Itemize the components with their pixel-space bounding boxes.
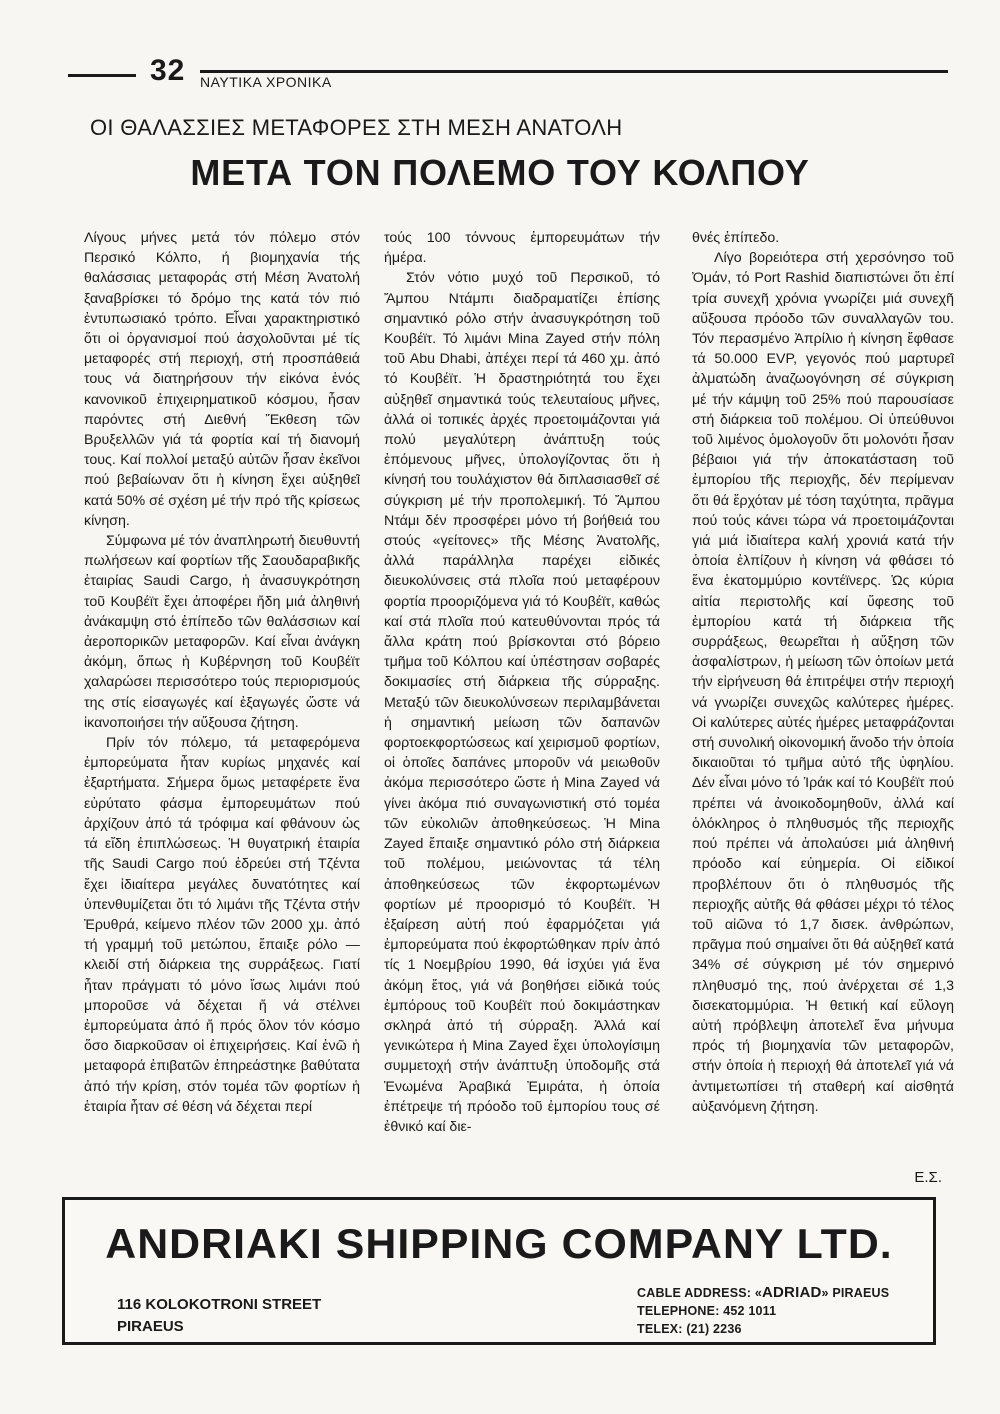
paragraph: τούς 100 τόννους ἐμπορευμάτων τήν ἡμέρα. (384, 230, 660, 267)
ad-cable-name: ADRIAD (761, 1284, 822, 1301)
advertisement-box (62, 1197, 936, 1345)
ad-cable-address (637, 1284, 889, 1302)
paragraph: Λίγο βορειότερα στή χερσόνησο τοῦ Ὀμάν, τό Port Rashid διαπιστώνει ὅτι ἐπί τρία συνεχῆ χρόνια γνωρίζει μιά συνεχῆ αὔξουσα πρόοδο τῶν συναλλαγῶν του. Τόν περασμένο Ἀπρίλιο ἡ κίνηση ἔφθασε τά 50.000 EVP, γεγονός πού μαρτυρεῖ ἀλματώδη ἀναζωογόνηση σέ σύγκριση μέ τήν κάμψη τοῦ 25% πού παρουσίασε στή διάρκεια τοῦ πολέμου. Οἱ ὑπεύθυνοι τοῦ λιμένος ὁμολογοῦν ὅτι μολονότι ἦσαν βέβαιοι γιά τήν ἀποκατάσταση τοῦ ἐμπορίου τῆς περιοχῆς, δέν περίμεναν ὅτι θά ἔρχόταν μέ τόση ταχύτητα, πρᾶγμα πού τούς κάνει τώρα νά προετοιμάζονται γιά μιά ἰδιαίτερα καλή χρονιά κατά τήν ὁποία ἐλπίζουν ἡ κίνηση νά φθάσει τό ἕνα ἑκατομμύριο κοντέϊνερς. Ὡς κύρια αἰτία περιστολῆς καί ὕφεσης τοῦ ἐμπορίου κατά τή διάρκεια τῆς συρράξεως, θεωρεῖται ἡ αὔξηση τῶν ἀσφαλίστρων, ἡ μείωση τῶν ὁποίων μετά τήν εἰρήνευση θά ἐπιτρέψει στήν περιοχή νά γνωρίζει συνεχῶς καλύτερες ἡμέρες. Οἱ καλύτερες αὐτές ἡμέρες μεταφράζονται στή συνολική οἰκονομική ἄνοδο τήν ὁποία δικαιοῦται τό τμῆμα αὐτό τῆς ὑφηλίου. Δέν εἶναι μόνο τό Ἰράκ καί τό Κουβέϊτ πού πρέπει νά ἀνοικοδομηθοῦν, ἀλλά καί ὁλόκληρος ὁ πληθυσμός τῆς περιοχῆς πού πρέπει νά ἀπολαύσει μιά ἀληθινή πρόοδο καί εὐημερία. Οἱ εἰδικοί προβλέπουν ὅτι ὁ πληθυσμός τῆς περιοχῆς αὐτῆς θά φθάσει μέχρι τό τέλος τοῦ αἰῶνα τό 1,7 δισεκ. ἀνθρώπων, πρᾶγμα πού σημαίνει ὅτι θά αὐξηθεῖ κατά 34% σέ σύγκριση μέ τόν σημερινό πληθυσμό της, πού ἀνέρχεται σέ 1,3 δισεκατομμύρια. Ἡ θετική καί εὔλογη αὐτή πρόβλεψη ἀποτελεῖ ἕνα μήνυμα πρός τή βιομηχανία τῶν μεταφορῶν, στήν ὁποία ἡ περιοχή θά ἀποτελεῖ γιά νά ἀντιμετωπίσει τή σταθερή καί αἰσθητά αὐξανόμενη ζήτηση. (692, 250, 954, 1115)
header-rule-left (68, 74, 136, 77)
page-header (68, 56, 948, 96)
page-number: 32 (150, 54, 186, 87)
article-column-2 (384, 228, 660, 1188)
article-column-1 (84, 228, 360, 1188)
article-column-3 (692, 228, 954, 1188)
paragraph: Στόν νότιο μυχό τοῦ Περσικοῦ, τό Ἄμπου Ντάμπι διαδραματίζει ἐπίσης σημαντικό ρόλο στήν ἀνασυγκρότηση τοῦ Κουβέϊτ. Τό λιμάνι Mina Zayed στήν πόλη τοῦ Abu Dhabi, ἀπέχει περί τά 460 χμ. ἀπό τό Κουβέϊτ. Ἡ δραστηριότητά του ἔχει αὐξηθεῖ σημαντικά τούς τελευταίους μῆνες, ἀλλά οἱ τοπικές ἀρχές προετοιμάζονται γιά πολύ μεγαλύτερη ἀνάπτυξη τούς ἐπόμενους μῆνες, ὑπολογίζοντας ὅτι ἡ κίνησή του τουλάχιστον θά διπλασιασθεῖ σέ σύγκριση μέ τήν προπολεμική. Τό Ἄμπου Ντάμι δέν προσφέρει μόνο τή βοήθειά του στούς «γείτονες» τῆς Μέσης Ἀνατολῆς, ἀλλά παράλληλα παρέχει εἰδικές διευκολύνσεις στά πλοῖα πού μεταφέρουν φορτία προοριζόμενα γιά τό Κουβέϊτ, καθώς καί στά πλοῖα πού κατευθύνονται πρός τά ἄλλα κράτη πού βρίσκονται στό βόρειο τμῆμα τοῦ Κόλπου καί ὑπέστησαν σοβαρές δοκιμασίες στή διάρκεια τῆς σύρραξης. Μεταξύ τῶν διευκολύνσεων περιλαμβάνεται ἡ σημαντική μείωση τῶν δαπανῶν φορτοεκφορτώσεως καί χειρισμοῦ φορτίων, οἱ ὁποῖες δαπάνες μποροῦν νά μειωθοῦν ἀκόμα περισσότερο ὥστε ἡ Mina Zayed νά γίνει ἀκόμα πιό συναγωνιστική στό τομέα τῶν εὐκολιῶν ἀποθηκεύσεως. Ἡ Mina Zayed ἔπαιξε σημαντικό ρόλο στή διάρκεια τοῦ πολέμου, μειώνοντας τά τέλη ἀποθηκεύσεως τῶν ἐκφορτωμένων φορτίων μέ προορισμό τό Κουβέϊτ. Ἡ ἐξαίρεση αὐτή πού ἐφαρμόζεται γιά ἐμπορεύματα πού ἐκφορτώθηκαν πρίν ἀπό τίς 1 Νοεμβρίου 1990, θά ἰσχύει γιά ἕνα ἀκόμη ἔτος, γιά νά βοηθήσει εἰδικά τούς ἐμπόρους τοῦ Κουβέϊτ πού δοκιμάστηκαν σκληρά ἀπό τή σύρραξη. Ἀλλά καί γενικώτερα ἡ Mina Zayed ἔχει ὑπολογίσιμη συμμετοχή στήν ἀνάπτυξη ὑποδομῆς στά Ἑνωμένα Ἀραβικά Ἐμιράτα, ἡ ὁποία ἐπέτρεψε τή πρόοδο τοῦ ἐμπορίου τους σέ ἐθνικό καί διε- (384, 270, 660, 1135)
ad-contact (637, 1284, 889, 1338)
ad-cable-suffix: » PIRAEUS (821, 1286, 890, 1300)
article-title: ΜΕΤΑ ΤΟΝ ΠΟΛΕΜΟ ΤΟΥ ΚΟΛΠΟΥ (190, 152, 810, 193)
ad-address (117, 1294, 321, 1338)
ad-city: PIRAEUS (117, 1318, 184, 1335)
ad-telephone: TELEPHONE: 452 1011 (637, 1304, 777, 1318)
paragraph: Σύμφωνα μέ τόν ἀναπληρωτή διευθυντή πωλήσεων καί φορτίων τῆς Σαουδαραβικῆς ἑταιρίας Saudi Cargo, ἡ ἀνασυγκρότηση τοῦ Κουβέϊτ ἔχει ἀποφέρει ἤδη μιά ἀληθινή ἀνάκαμψη στό ἐπίπεδο τῶν θαλάσσιων καί ἀεροπορικῶν μεταφορῶν. Καί εἶναι ἀνάγκη ἀκόμη, ὅπως ἡ Κυβέρνηση τοῦ Κουβέϊτ χαλαρώσει περισσότερο τούς περιορισμούς της στίς εἰσαγωγές καί ἐξαγωγές ὥστε νά ἱκανοποιήσει τήν αὔξουσα ζήτηση. (84, 533, 360, 731)
paragraph: Λίγους μήνες μετά τόν πόλεμο στόν Περσικό Κόλπο, ή βιομηχανία τής θαλάσσιας μεταφοράς στή Μέση Ἀνατολή ξαναβρίσκει τό δρόμο της κατά τόν πιό ἐντυπωσιακό τρόπο. Εἶναι χαρακτηριστικό ὅτι οἱ ὀργανισμοί πού ἀσχολοῦνται μέ τίς μεταφορές στή περιοχή, στή προσπάθειά τους νά διατηρήσουν τήν εἰκόνα ἑνός κανονικοῦ ἐπιχειρηματικοῦ κόσμου, ἦσαν παρόντες στή Διεθνή Ἔκθεση τῶν Βρυξελλῶν γιά τά φορτία καί τή διανομή τους. Καί πολλοί μεταξύ αὐτῶν ἦσαν ἐκεῖνοι πού βεβαίωναν ὅτι ἡ κίνηση ἔχει αὐξηθεῖ κατά 50% σέ σχέση μέ τήν πρό τῆς κρίσεως κίνηση. (84, 230, 360, 529)
magazine-title: ΝΑΥΤΙΚΑ ΧΡΟΝΙΚΑ (200, 74, 332, 90)
paragraph: θνές ἐπίπεδο. (692, 230, 780, 246)
header-rule-right (200, 70, 948, 73)
ad-telex: TELEX: (21) 2236 (637, 1322, 742, 1336)
article-subtitle: ΟΙ ΘΑΛΑΣΣΙΕΣ ΜΕΤΑΦΟΡΕΣ ΣΤΗ ΜΕΣΗ ΑΝΑΤΟΛΗ (90, 115, 623, 140)
article-body (84, 228, 954, 1188)
ad-street: 116 KOLOKOTRONI STREET (117, 1296, 322, 1313)
ad-company-name: ANDRIAKI SHIPPING COMPANY LTD. (105, 1220, 893, 1267)
paragraph: Πρίν τόν πόλεμο, τά μεταφερόμενα ἐμπορεύματα ἦταν κυρίως μηχανές καί ἐξαρτήματα. Σήμερα ὅμως μεταφέρετε ἕνα εὐρύτατο φάσμα ἐμπορευμάτων πού ἀρχίζουν ἀπό τά τρόφιμα καί φθάνουν ὡς τά εἴδη ἐπιπλώσεως. Ἡ θυγατρική ἑταιρία τῆς Saudi Cargo πού ἑδρεύει στή Τζέντα ἔχει ἰδιαίτερα μεγάλες δυνατότητες καί ὑπενθυμίζεται ὅτι τό λιμάνι τῆς Τζέντα στήν Ἐρυθρά, κείμενο πλέον τῶν 2000 χμ. ἀπό τή γραμμή τοῦ μετώπου, ἔπαιξε ρόλο — κλειδί στή διάρκεια της συρράξεως. Γιατί ἦταν πράγματι τό μόνο ἴσως λιμάνι πού μποροῦσε νά δέχεται ἤ νά στέλνει ἐμπορεύματα ἀπό ἤ πρός ὅλον τόν κόσμο ὅσο διαρκοῦσαν οἱ ἐπιχειρήσεις. Καί ἐνῶ ἡ μεταφορά ἐπιβατῶν ἐπηρεάστηκε βαθύτατα ἀπό τήν κρίση, στόν τομέα τῶν φορτίων ἡ ἑταιρία ἦταν σέ θέση νά δέχεται περί (84, 735, 360, 1115)
author-signature: Ε.Σ. (914, 1169, 942, 1186)
ad-cable-label: CABLE ADDRESS: « (637, 1286, 762, 1300)
